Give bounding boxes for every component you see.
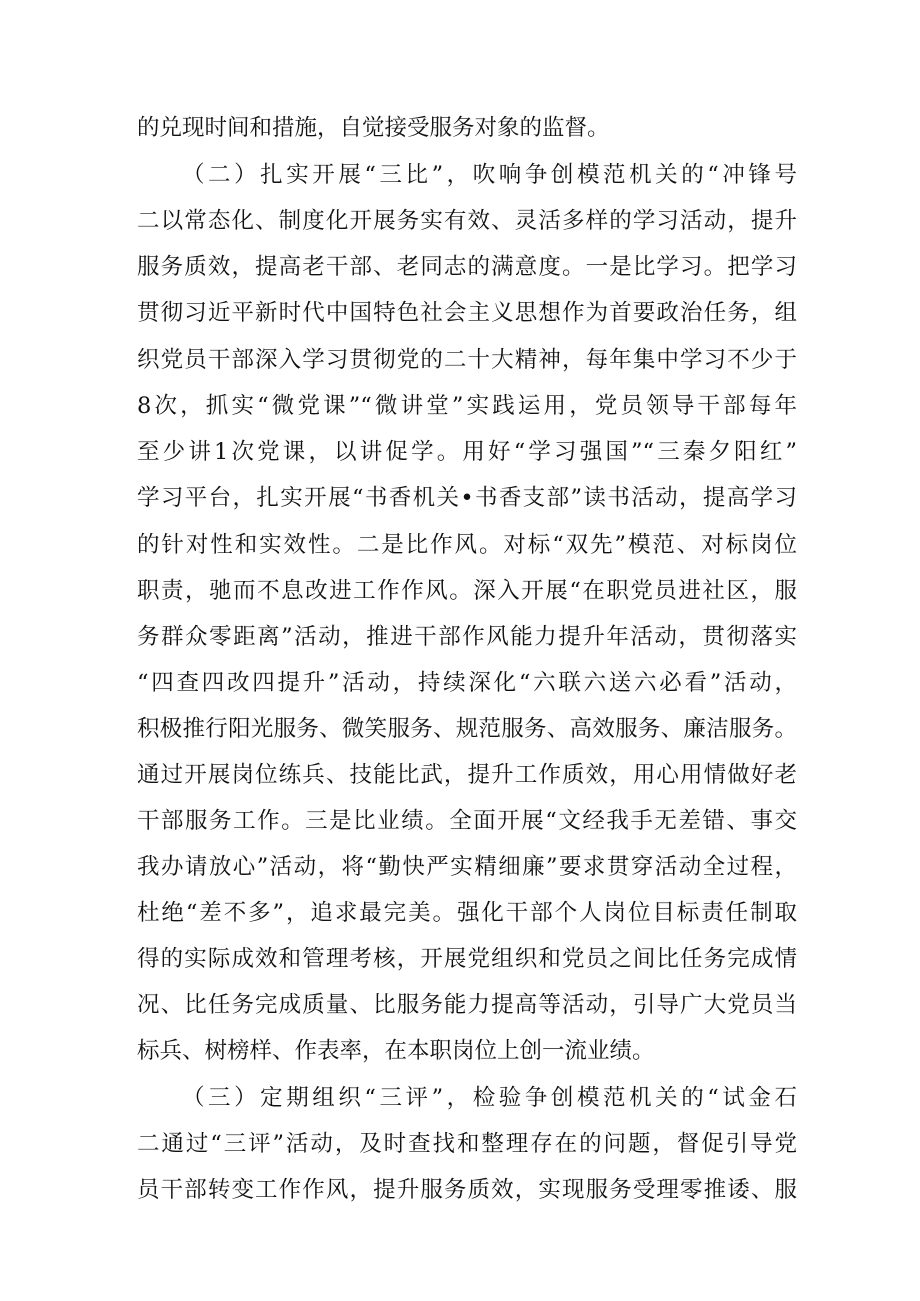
text-line: 况、比任务完成质量、比服务能力提高等活动，引导广大党员当 <box>137 992 797 1018</box>
section-heading: （二）扎实开展“三比”，吹响争创模范机关的“冲锋号 <box>182 162 797 188</box>
text-line: 8次，抓实“微党课”“微讲堂”实践运用，党员领导干部每年 <box>137 393 797 419</box>
text-line: 的针对性和实效性。二是比作风。对标“双先”模范、对标岗位 <box>137 532 797 558</box>
text-line: 至少讲1次党课，以讲促学。用好“学习强国”“三秦夕阳红” <box>137 439 797 465</box>
text-line: 员干部转变工作作风，提升服务质效，实现服务受理零推诿、服 <box>137 1177 797 1203</box>
text-line: 积极推行阳光服务、微笑服务、规范服务、高效服务、廉洁服务。 <box>137 716 797 742</box>
text-line: 的兑现时间和措施，自觉接受服务对象的监督。 <box>137 115 610 141</box>
text-line: 二通过“三评”活动，及时查找和整理存在的问题，督促引导党 <box>137 1131 797 1157</box>
text-line: 标兵、树榜样、作表率，在本职岗位上创一流业绩。 <box>137 1038 655 1064</box>
text-line: 通过开展岗位练兵、技能比武，提升工作质效，用心用情做好老 <box>137 762 797 788</box>
text-line: 我办请放心”活动，将“勤快严实精细廉”要求贯穿活动全过程， <box>137 854 797 880</box>
text-line: 服务质效，提高老干部、老同志的满意度。一是比学习。把学习 <box>137 254 797 280</box>
text-line: 学习平台，扎实开展“书香机关•书香支部”读书活动，提高学习 <box>137 485 797 511</box>
text-line: 得的实际成效和管理考核，开展党组织和党员之间比任务完成情 <box>137 946 797 972</box>
text-line: 杜绝“差不多”，追求最完美。强化干部个人岗位目标责任制取 <box>137 900 797 926</box>
text-line: 干部服务工作。三是比业绩。全面开展“文经我手无差错、事交 <box>137 808 797 834</box>
section-heading: （三）定期组织“三评”，检验争创模范机关的“试金石 <box>182 1085 797 1111</box>
text-line: “四查四改四提升”活动，持续深化“六联六送六必看”活动， <box>137 670 797 696</box>
text-line: 职责，驰而不息改进工作作风。深入开展“在职党员进社区，服 <box>137 578 797 604</box>
text-line: 织党员干部深入学习贯彻党的二十大精神，每年集中学习不少于 <box>137 347 797 373</box>
text-line: 贯彻习近平新时代中国特色社会主义思想作为首要政治任务，组 <box>137 300 797 326</box>
text-line: 二以常态化、制度化开展务实有效、灵活多样的学习活动，提升 <box>137 208 797 234</box>
text-line: 务群众零距离”活动，推进干部作风能力提升年活动，贯彻落实 <box>137 624 797 650</box>
